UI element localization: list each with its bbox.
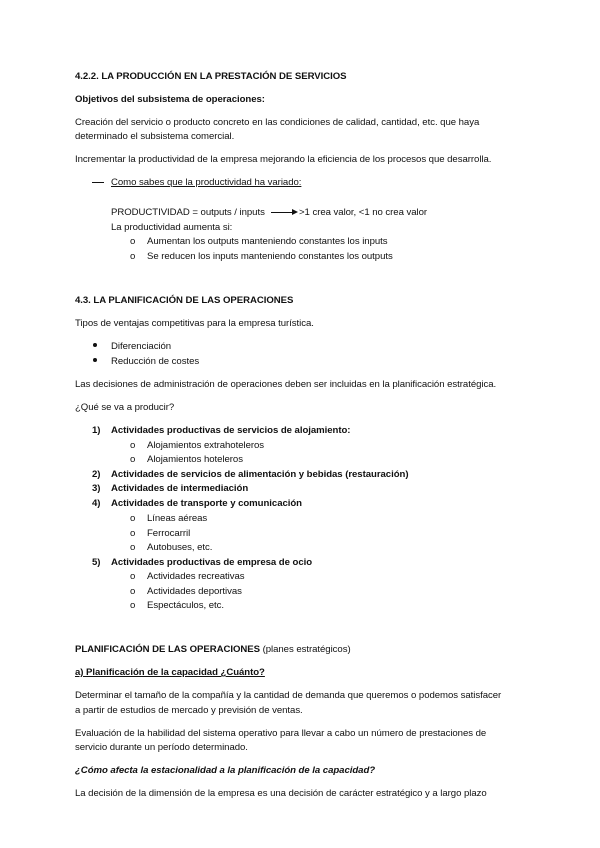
subheading-capacidad: a) Planificación de la capacidad ¿Cuánto?	[75, 667, 265, 678]
paragraph-creacion-line2: determinado el subsistema comercial.	[75, 131, 235, 142]
tipos-ventajas: Tipos de ventajas competitivas para la empresa turística.	[75, 318, 314, 329]
bullet-dot	[93, 358, 97, 362]
aumenta-item-2: Se reducen los inputs manteniendo constantes los outputs	[147, 251, 393, 262]
arrow-right-icon	[292, 209, 298, 215]
o-bullet: o	[130, 600, 136, 611]
paragraph-incrementar: Incrementar la productividad de la empresa mejorando la eficiencia de los procesos que desarrolla.	[75, 154, 492, 165]
o-bullet: o	[130, 236, 136, 247]
question-que-producir: ¿Qué se va a producir?	[75, 402, 175, 413]
list-item-transporte: Actividades de transporte y comunicación	[111, 498, 302, 509]
sub-item-recreativas: Actividades recreativas	[147, 571, 245, 582]
planificacion-heading-bold: PLANIFICACIÓN DE LAS OPERACIONES	[75, 644, 260, 655]
list-number: 5)	[92, 557, 101, 568]
section-heading-planificacion	[75, 643, 351, 656]
sub-item-ferrocarril: Ferrocarril	[147, 528, 191, 539]
o-bullet: o	[130, 586, 136, 597]
o-bullet: o	[130, 440, 136, 451]
formula-right: >1 crea valor, <1 no crea valor	[299, 207, 428, 218]
o-bullet: o	[130, 251, 136, 262]
o-bullet: o	[130, 513, 136, 524]
paragraph-determinar-line1: Determinar el tamaño de la compañía y la cantidad de demanda que queremos o podemos satisfacer	[75, 690, 502, 701]
o-bullet: o	[130, 542, 136, 553]
paragraph-determinar-line2: a partir de estudios de mercado y previsión de ventas.	[75, 705, 303, 716]
list-number: 4)	[92, 498, 101, 509]
list-number: 2)	[92, 469, 101, 480]
dash-item-productividad: Como sabes que la productividad ha variado:	[111, 177, 302, 188]
list-item-alojamiento: Actividades productivas de servicios de alojamiento:	[111, 425, 351, 436]
list-number: 3)	[92, 483, 101, 494]
section-heading-4-3: 4.3. LA PLANIFICACIÓN DE LAS OPERACIONES	[75, 295, 294, 306]
sub-item-espectaculos: Espectáculos, etc.	[147, 600, 224, 611]
list-item-alimentacion: Actividades de servicios de alimentación y bebidas (restauración)	[111, 469, 409, 480]
sub-item-autobuses: Autobuses, etc.	[147, 542, 213, 553]
o-bullet: o	[130, 454, 136, 465]
bullet-item-diferenciacion: Diferenciación	[111, 341, 172, 352]
aumenta-title: La productividad aumenta si:	[111, 222, 233, 233]
bullet-dot	[93, 343, 97, 347]
paragraph-creacion-line1: Creación del servicio o producto concreto en las condiciones de calidad, cantidad, etc. que haya	[75, 117, 480, 128]
dash-bullet	[92, 182, 104, 183]
list-item-ocio: Actividades productivas de empresa de ocio	[111, 557, 313, 568]
sub-item-hoteleros: Alojamientos hoteleros	[147, 454, 243, 465]
question-estacionalidad: ¿Cómo afecta la estacionalidad a la planificación de la capacidad?	[75, 765, 376, 776]
paragraph-evaluacion-line1: Evaluación de la habilidad del sistema operativo para llevar a cabo un número de prestaciones de	[75, 728, 487, 739]
aumenta-item-1: Aumentan los outputs manteniendo constantes los inputs	[147, 236, 388, 247]
formula-left: PRODUCTIVIDAD = outputs / inputs	[111, 207, 265, 218]
paragraph-evaluacion-line2: servicio durante un período determinado.	[75, 742, 248, 753]
list-item-intermediacion: Actividades de intermediación	[111, 483, 249, 494]
planificacion-heading-normal: (planes estratégicos)	[259, 644, 351, 655]
sub-item-extrahoteleros: Alojamientos extrahoteleros	[147, 440, 265, 451]
section-heading-4-2-2: 4.2.2. LA PRODUCCIÓN EN LA PRESTACIÓN DE SERVICIOS	[75, 71, 347, 82]
objetivos-title: Objetivos del subsistema de operaciones:	[75, 94, 265, 105]
sub-item-deportivas: Actividades deportivas	[147, 586, 242, 597]
paragraph-decision-dimension: La decisión de la dimensión de la empresa es una decisión de carácter estratégico y a largo plazo	[75, 788, 487, 799]
list-number: 1)	[92, 425, 101, 436]
paragraph-decisiones: Las decisiones de administración de operaciones deben ser incluidas en la planificación estratégica.	[75, 379, 497, 390]
o-bullet: o	[130, 571, 136, 582]
sub-item-lineas-aereas: Líneas aéreas	[147, 513, 208, 524]
o-bullet: o	[130, 528, 136, 539]
bullet-item-reduccion: Reducción de costes	[111, 356, 200, 367]
arrow-line	[271, 212, 293, 213]
